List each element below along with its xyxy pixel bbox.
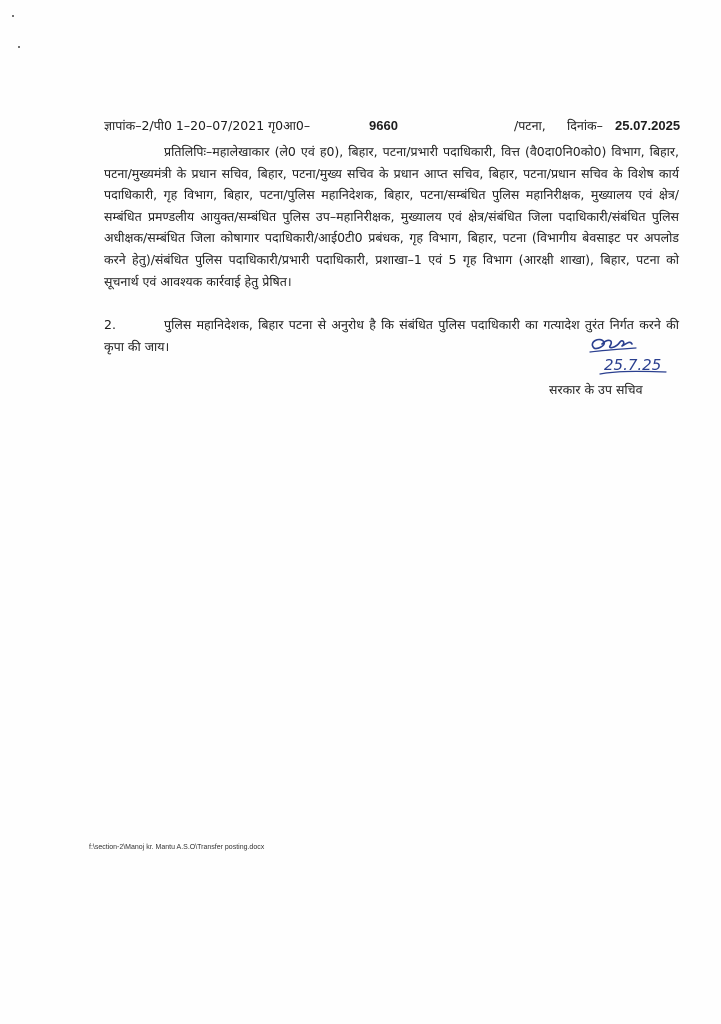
designation: सरकार के उप सचिव: [549, 382, 643, 397]
reference-id: 9660: [369, 118, 398, 133]
copy-to-paragraph: प्रतिलिपिः–महालेखाकार (ले0 एवं ह0), बिहार, पटना/प्रभारी पदाधिकारी, वित्त (वै0दा0नि0को0) विभाग, बिहार, पटना/मुख्यमंत्री के प्रधान सचिव, बिहार, पटना/मुख्य सचिव के प्रधान आप्त सचिव, बिहार, पटना/प्रधान सचिव के विशेष कार्य पदाधिकारी, गृह विभाग, बिहार, पटना/पुलिस महानिदेशक, बिहार, पटना/सम्बंधित पुलिस महानिरीक्षक, मुख्यालय एवं क्षेत्र/सम्बंधित प्रमण्डलीय आयुक्त/सम्बंधित पुलिस उप–महानिरीक्षक, मुख्यालय एवं क्षेत्र/संबंधित जिला पदाधिकारी/संबंधित पुलिस अधीक्षक/सम्बंधित जिला कोषागार पदाधिकारी/आई0टी0 प्रबंधक, गृह विभाग, बिहार, पटना (विभागीय बेवसाइट पर अपलोड करने हेतु)/संबंधित पुलिस पदाधिकारी/प्रभारी पदाधिकारी, प्रशाखा–1 एवं 5 गृह विभाग (आरक्षी शाखा), बिहार, पटना को सूचनार्थ एवं आवश्यक कार्रवाई हेतु प्रेषित।: [104, 144, 679, 289]
date-label: दिनांक–: [567, 118, 603, 133]
reference-line: [104, 116, 684, 136]
paragraph-number: 2.: [104, 317, 116, 332]
signature-image: [586, 334, 678, 376]
file-path: f:\section-2\Manoj kr. Mantu A.S.O\Transfer posting.docx: [89, 844, 265, 851]
request-paragraph: पुलिस महानिदेशक, बिहार पटना से अनुरोध है कि संबंधित पुलिस पदाधिकारी का गत्यादेश तुरंत निर्गत करने की कृपा की जाय।: [104, 317, 679, 354]
date: 25.07.2025: [615, 118, 681, 133]
place: /पटना,: [514, 118, 546, 133]
scan-speck: [18, 46, 20, 48]
signature-date: 25.7.25: [604, 356, 662, 374]
scan-speck: [12, 15, 14, 17]
signature: [586, 334, 678, 376]
reference-number: ज्ञापांक–2/पी0 1–20–07/2021 गृ0आ0–: [104, 118, 311, 133]
